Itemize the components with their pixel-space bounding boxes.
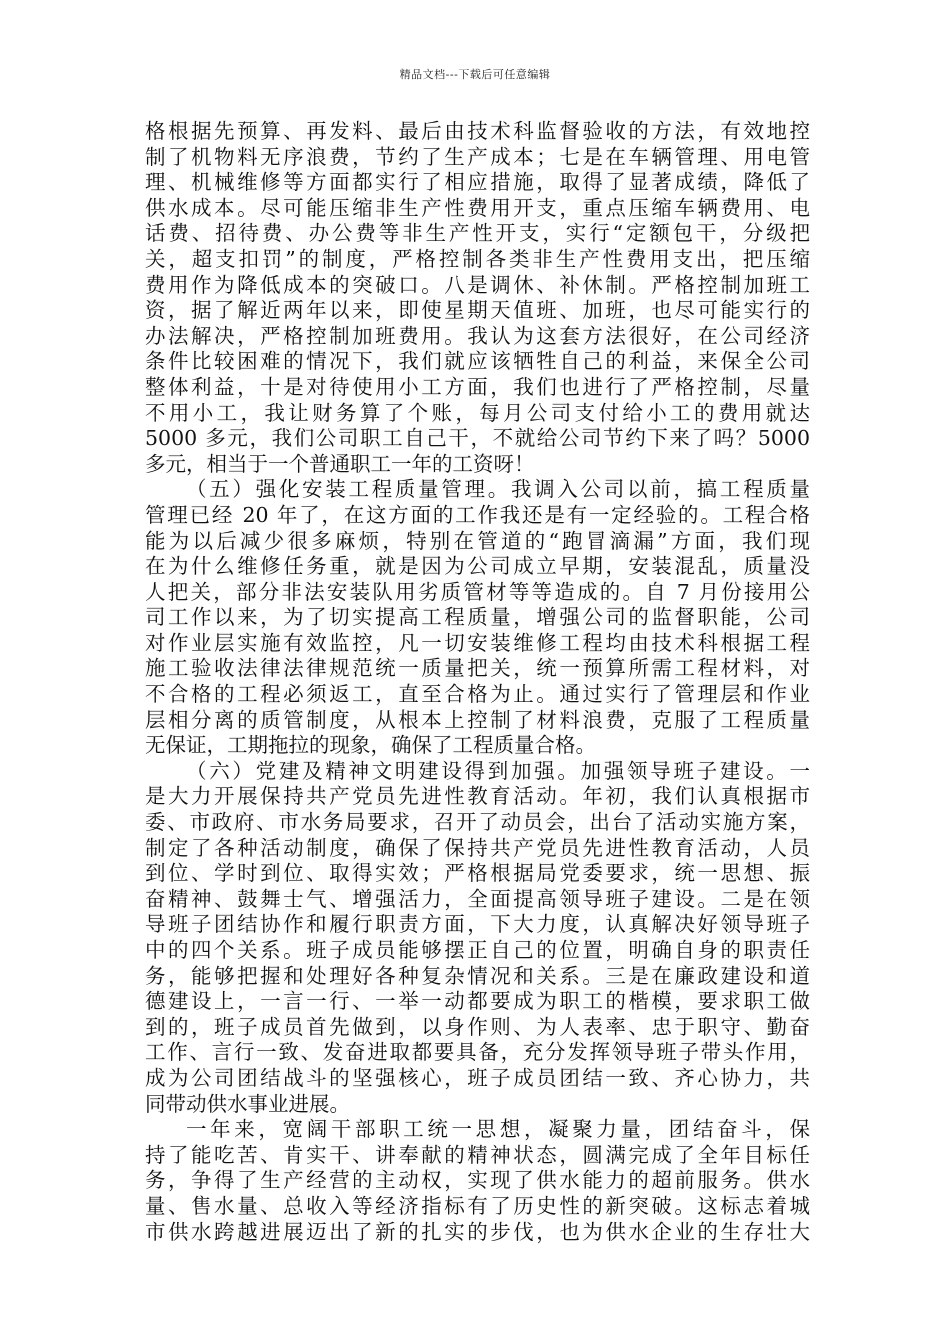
text-line: 到的，班子成员首先做到，以身作则、为人表率、忠于职守、勤奋 — [145, 1014, 810, 1039]
text-line: 中的四个关系。班子成员能够摆正自己的位置，明确自身的职责任 — [145, 938, 810, 962]
text-line: 工作、言行一致、发奋进取都要具备，充分发挥领导班子带头作用， — [145, 1040, 810, 1065]
text-line: 成为公司团结战斗的坚强核心，班子成员团结一致、齐心协力，共 — [145, 1065, 810, 1090]
text-line: （五）强化安装工程质量管理。我调入公司以前，搞工程质量 — [186, 477, 810, 502]
text-line: 5000 多元，我们公司职工自己干，不就给公司节约下来了吗？5000 — [145, 426, 810, 451]
text-line: 不合格的工程必须返工，直至合格为止。通过实行了管理层和作业 — [145, 682, 810, 707]
text-line: 层相分离的质管制度，从根本上控制了材料浪费，克服了工程质量 — [145, 707, 810, 732]
text-line: 是大力开展保持共产党员先进性教育活动。年初，我们认真根据市 — [145, 784, 810, 809]
text-line: 导班子团结协作和履行职责方面，下大力度，认真解决好领导班子 — [145, 912, 810, 937]
text-line: （六）党建及精神文明建设得到加强。加强领导班子建设。一 — [186, 758, 810, 783]
text-line: 奋精神、鼓舞士气、增强活力，全面提高领导班子建设。二是在领 — [145, 886, 810, 911]
text-line: 供水成本。尽可能压缩非生产性费用开支，重点压缩车辆费用、电 — [145, 195, 810, 220]
text-line: 话费、招待费、办公费等非生产性开支，实行“定额包干，分级把 — [145, 221, 810, 246]
paragraph — [145, 759, 810, 1117]
text-line: 委、市政府、市水务局要求，召开了动员会，出台了活动实施方案， — [145, 810, 810, 835]
text-line: 同带动供水事业进展。 — [145, 1091, 350, 1116]
text-line: 能为以后减少很多麻烦，特别在管道的“跑冒滴漏”方面，我们现 — [145, 528, 810, 553]
text-line: 多元，相当于一个普通职工一年的工资呀！ — [145, 451, 535, 476]
text-line: 管理已经 20 年了，在这方面的工作我还是有一定经验的。工程合格 — [145, 502, 810, 527]
text-line: 整体利益，十是对待使用小工方面，我们也进行了严格控制，尽量 — [145, 374, 810, 399]
text-line: 理、机械维修等方面都实行了相应措施，取得了显著成绩，降低了 — [145, 170, 810, 195]
text-line: 市供水跨越进展迈出了新的扎实的步伐，也为供水企业的生存壮大 — [145, 1219, 810, 1244]
text-line: 在为什么维修任务重，就是因为公司成立早期，安装混乱，质量没 — [145, 554, 810, 579]
text-line: 关，超支扣罚”的制度，严格控制各类非生产性费用支出，把压缩 — [145, 246, 810, 271]
text-line: 务，争得了生产经营的主动权，实现了供水能力的超前服务。供水 — [145, 1168, 810, 1193]
text-line: 制定了各种活动制度，确保了保持共产党员先进性教育活动，人员 — [145, 835, 810, 860]
text-line: 制了机物料无序浪费，节约了生产成本；七是在车辆管理、用电管 — [145, 144, 810, 169]
paragraph — [145, 477, 810, 759]
paragraph — [145, 1117, 810, 1245]
text-line: 无保证，工期拖拉的现象，确保了工程质量合格。 — [145, 733, 596, 758]
text-line: 办法解决，严格控制加班费用。我认为这套方法很好，在公司经济 — [145, 323, 810, 348]
text-line: 对作业层实施有效监控，凡一切安装维修工程均由技术科根据工程 — [145, 630, 810, 655]
text-line: 资，据了解近两年以来，即使星期天值班、加班，也尽可能实行的 — [145, 298, 810, 323]
page-header: 精品文档---下载后可任意编辑 — [399, 68, 551, 81]
text-line: 务，能够把握和处理好各种复杂情况和关系。三是在廉政建设和道 — [145, 963, 810, 988]
text-line: 施工验收法律法律规范统一质量把关，统一预算所需工程材料，对 — [145, 656, 810, 681]
text-line: 持了能吃苦、肯实干、讲奉献的精神状态，圆满完成了全年目标任 — [145, 1142, 810, 1167]
text-line: 格根据先预算、再发料、最后由技术科监督验收的方法，有效地控 — [145, 119, 810, 143]
text-line: 司工作以来，为了切实提高工程质量，增强公司的监督职能，公司 — [145, 605, 810, 630]
text-line: 条件比较困难的情况下，我们就应该牺牲自己的利益，来保全公司 — [145, 349, 810, 374]
text-line: 量、售水量、总收入等经济指标有了历史性的新突破。这标志着城 — [145, 1193, 810, 1218]
document-body — [145, 119, 810, 1245]
text-line: 人把关，部分非法安装队用劣质管材等等造成的。自 7 月份接用公 — [145, 579, 810, 604]
text-line: 不用小工，我让财务算了个账，每月公司支付给小工的费用就达 — [145, 400, 810, 425]
text-line: 费用作为降低成本的突破口。八是调休、补休制。严格控制加班工 — [145, 272, 810, 297]
text-line: 到位、学时到位、取得实效；严格根据局党委要求，统一思想、振 — [145, 861, 810, 886]
paragraph — [145, 119, 810, 477]
text-line: 一年来，宽阔干部职工统一思想，凝聚力量，团结奋斗，保 — [186, 1117, 810, 1142]
text-line: 德建设上，一言一行、一举一动都要成为职工的楷模，要求职工做 — [145, 989, 810, 1014]
